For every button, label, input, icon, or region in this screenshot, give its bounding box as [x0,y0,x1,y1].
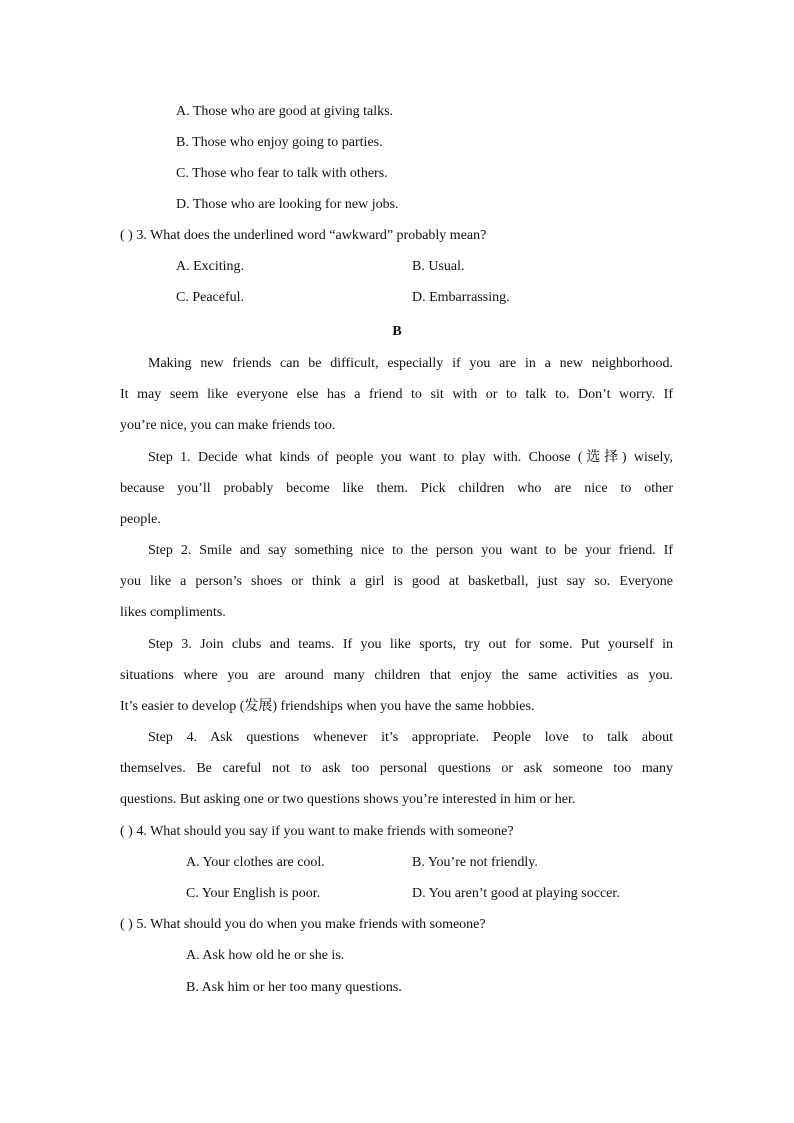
q4-option-a: A. Your clothes are cool. [186,855,325,870]
p2-line-2: because you’ll probably become like them. Pick children who are nice to other [120,481,673,496]
q4-option-b: B. You’re not friendly. [412,855,538,870]
p1-line-2: It may seem like everyone else has a friend to sit with or to talk to. Don’t worry. If [120,387,673,402]
q3-option-a: A. Exciting. [176,259,245,274]
p2-line-3: people. [120,512,161,527]
p3-line-2: you like a person’s shoes or think a girl is good at basketball, just say so. Everyone [120,574,673,589]
q5-option-b: B. Ask him or her too many questions. [186,980,402,995]
q2-option-c: C. Those who fear to talk with others. [176,166,388,181]
q4-option-d: D. You aren’t good at playing soccer. [412,886,620,901]
q4-stem: ( ) 4. What should you say if you want to make friends with someone? [120,824,514,839]
p5-line-2: themselves. Be careful not to ask too personal questions or ask someone too many [120,761,673,776]
q3-option-d: D. Embarrassing. [412,290,510,305]
q2-option-b: B. Those who enjoy going to parties. [176,135,383,150]
p1-line-1: Making new friends can be difficult, especially if you are in a new neighborhood. [148,356,673,371]
q5-stem: ( ) 5. What should you do when you make friends with someone? [120,917,486,932]
p2-line-1: Step 1. Decide what kinds of people you want to play with. Choose (选择) wisely, [148,450,673,465]
q4-option-c: C. Your English is poor. [186,886,321,901]
q3-option-c: C. Peaceful. [176,290,245,305]
q3-stem: ( ) 3. What does the underlined word “awkward” probably mean? [120,228,487,243]
q3-option-b: B. Usual. [412,259,465,274]
q2-option-d: D. Those who are looking for new jobs. [176,197,399,212]
p5-line-3: questions. But asking one or two questions shows you’re interested in him or her. [120,792,576,807]
q5-option-a: A. Ask how old he or she is. [186,948,345,963]
section-heading: B [392,324,402,339]
p3-line-1: Step 2. Smile and say something nice to the person you want to be your friend. If [148,543,673,558]
p3-line-3: likes compliments. [120,605,226,620]
p4-line-2: situations where you are around many children that enjoy the same activities as you. [120,668,673,683]
p5-line-1: Step 4. Ask questions whenever it’s appropriate. People love to talk about [148,730,673,745]
p4-line-1: Step 3. Join clubs and teams. If you like sports, try out for some. Put yourself in [148,637,673,652]
p4-line-3: It’s easier to develop (发展) friendships when you have the same hobbies. [120,699,535,714]
q2-option-a: A. Those who are good at giving talks. [176,104,394,119]
p1-line-3: you’re nice, you can make friends too. [120,418,336,433]
